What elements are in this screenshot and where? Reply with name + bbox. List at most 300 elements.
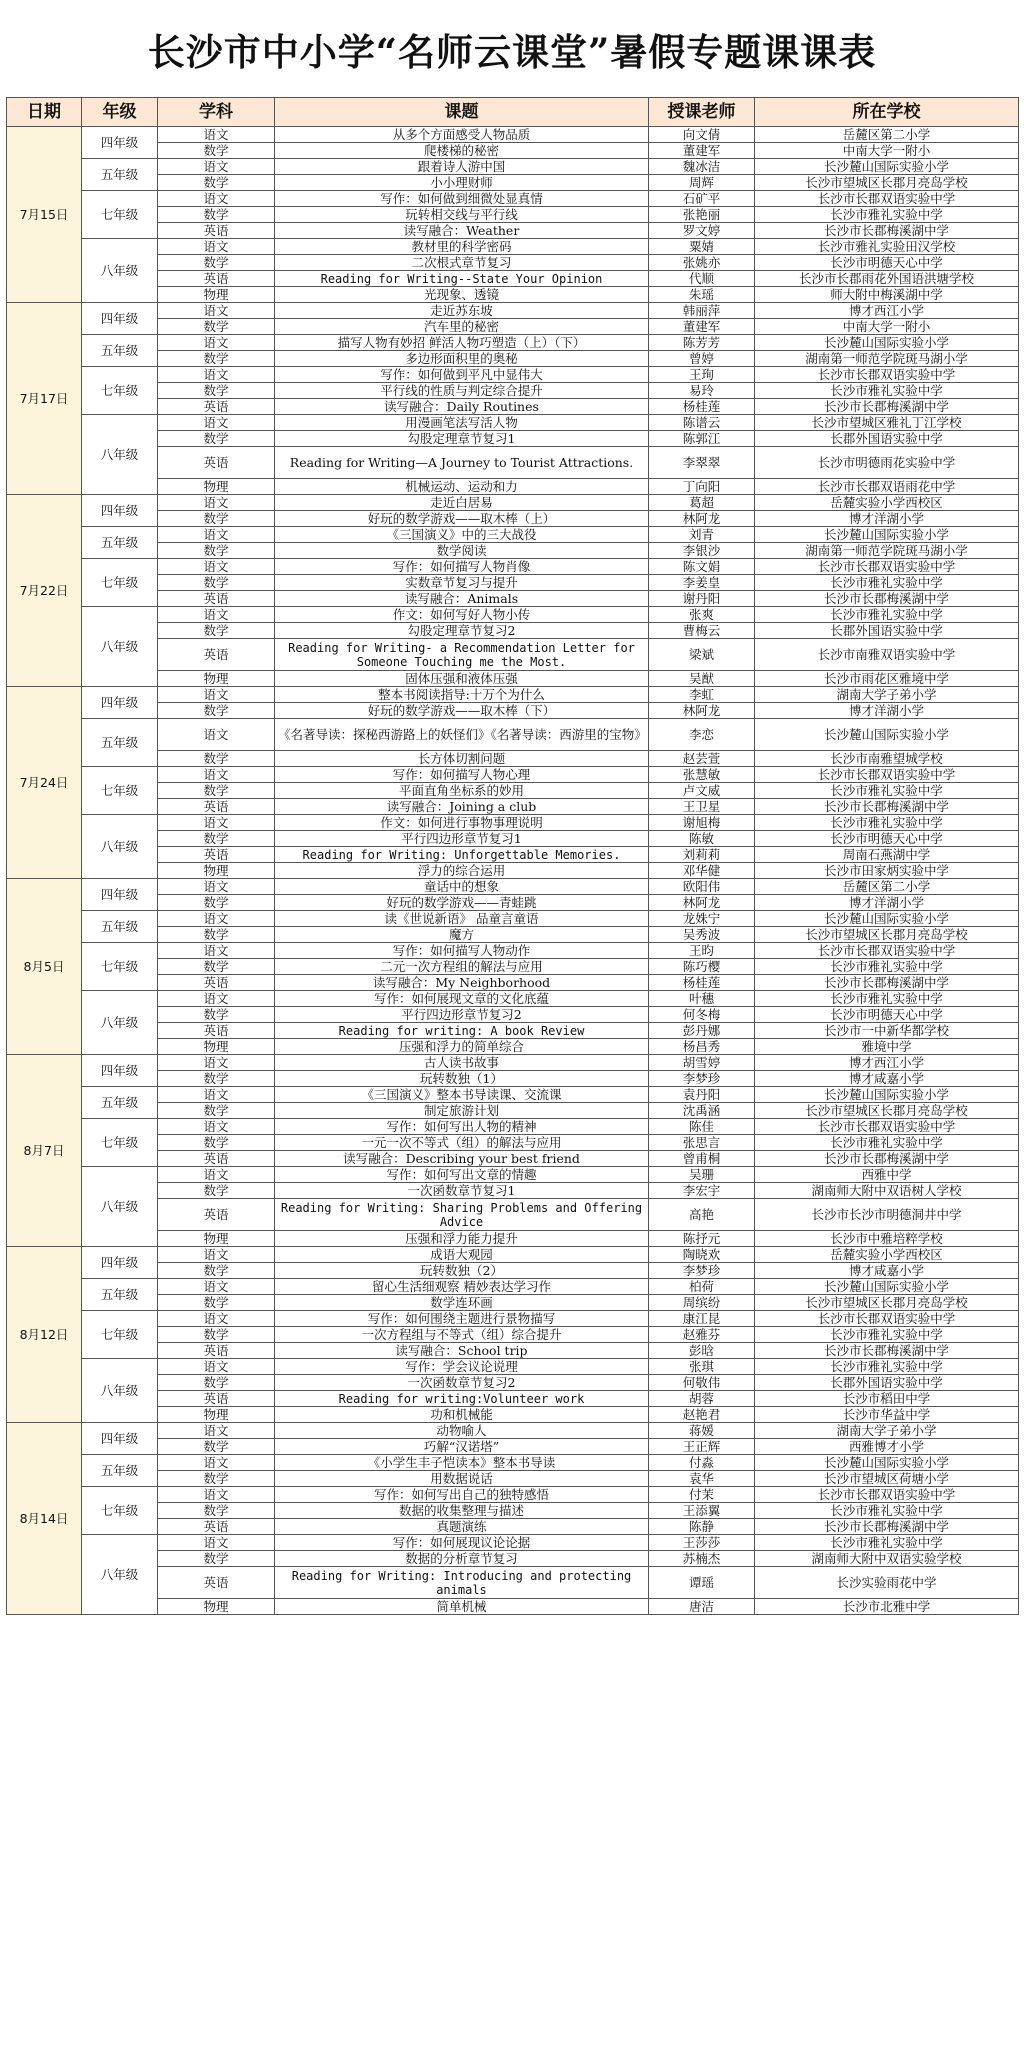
teacher-cell: 韩丽萍 bbox=[649, 303, 755, 319]
school-cell: 长沙市望城区雅礼丁江学校 bbox=[755, 415, 1019, 431]
table-row bbox=[7, 1247, 1019, 1263]
topic-cell: 好玩的数学游戏——取木棒（下） bbox=[275, 703, 649, 719]
school-cell: 长沙市华益中学 bbox=[755, 1407, 1019, 1423]
school-cell: 湖南第一师范学院斑马湖小学 bbox=[755, 543, 1019, 559]
teacher-cell: 刘莉莉 bbox=[649, 847, 755, 863]
school-cell: 长沙麓山国际实验小学 bbox=[755, 911, 1019, 927]
table-row bbox=[7, 1327, 1019, 1343]
subject-cell: 数学 bbox=[158, 1007, 275, 1023]
subject-cell: 语文 bbox=[158, 559, 275, 575]
table-row bbox=[7, 1055, 1019, 1071]
table-row bbox=[7, 1535, 1019, 1551]
topic-cell: Reading for writing: A book Review bbox=[275, 1023, 649, 1039]
teacher-cell: 胡雪婷 bbox=[649, 1055, 755, 1071]
school-cell: 长沙市雅礼实验中学 bbox=[755, 815, 1019, 831]
subject-cell: 语文 bbox=[158, 303, 275, 319]
school-cell: 长沙市长郡双语实验中学 bbox=[755, 1487, 1019, 1503]
subject-cell: 数学 bbox=[158, 1503, 275, 1519]
school-cell: 长沙市长郡双语实验中学 bbox=[755, 367, 1019, 383]
topic-cell: 简单机械 bbox=[275, 1599, 649, 1615]
date-cell: 8月14日 bbox=[7, 1423, 82, 1615]
grade-cell: 八年级 bbox=[82, 815, 158, 879]
subject-cell: 数学 bbox=[158, 1103, 275, 1119]
subject-cell: 语文 bbox=[158, 127, 275, 143]
subject-cell: 物理 bbox=[158, 863, 275, 879]
header-subject: 学科 bbox=[158, 98, 275, 127]
topic-cell: 作文：如何进行事物事理说明 bbox=[275, 815, 649, 831]
topic-cell: 读写融合：Describing your best friend bbox=[275, 1151, 649, 1167]
school-cell: 长沙市南雅望城学校 bbox=[755, 751, 1019, 767]
teacher-cell: 葛超 bbox=[649, 495, 755, 511]
school-cell: 长沙麓山国际实验小学 bbox=[755, 1087, 1019, 1103]
topic-cell: 读《世说新语》 品童言童语 bbox=[275, 911, 649, 927]
grade-cell: 五年级 bbox=[82, 719, 158, 767]
date-cell: 7月15日 bbox=[7, 127, 82, 303]
teacher-cell: 魏冰洁 bbox=[649, 159, 755, 175]
school-cell: 长沙市望城区长郡月亮岛学校 bbox=[755, 175, 1019, 191]
topic-cell: 留心生活细观察 精妙表达学习作 bbox=[275, 1279, 649, 1295]
school-cell: 长沙市雅礼实验中学 bbox=[755, 1503, 1019, 1519]
subject-cell: 数学 bbox=[158, 831, 275, 847]
school-cell: 长沙市雅礼实验中学 bbox=[755, 575, 1019, 591]
table-row bbox=[7, 415, 1019, 431]
school-cell: 中南大学一附小 bbox=[755, 143, 1019, 159]
teacher-cell: 李翠翠 bbox=[649, 447, 755, 479]
table-row bbox=[7, 671, 1019, 687]
teacher-cell: 陈谱云 bbox=[649, 415, 755, 431]
subject-cell: 数学 bbox=[158, 1375, 275, 1391]
table-row bbox=[7, 1183, 1019, 1199]
topic-cell: 写作：如何写出人物的精神 bbox=[275, 1119, 649, 1135]
school-cell: 长沙市明德天心中学 bbox=[755, 831, 1019, 847]
teacher-cell: 何冬梅 bbox=[649, 1007, 755, 1023]
table-row bbox=[7, 127, 1019, 143]
topic-cell: 整本书阅读指导:十万个为什么 bbox=[275, 687, 649, 703]
school-cell: 长沙市长郡雨花外国语洪塘学校 bbox=[755, 271, 1019, 287]
table-row bbox=[7, 159, 1019, 175]
school-cell: 长沙市明德雨花实验中学 bbox=[755, 447, 1019, 479]
teacher-cell: 李梦珍 bbox=[649, 1263, 755, 1279]
subject-cell: 语文 bbox=[158, 191, 275, 207]
grade-cell: 七年级 bbox=[82, 1311, 158, 1359]
school-cell: 长沙市雨花区雅境中学 bbox=[755, 671, 1019, 687]
table-row bbox=[7, 799, 1019, 815]
school-cell: 长沙市明德天心中学 bbox=[755, 1007, 1019, 1023]
teacher-cell: 吴秀波 bbox=[649, 927, 755, 943]
subject-cell: 英语 bbox=[158, 1199, 275, 1231]
table-row bbox=[7, 1487, 1019, 1503]
table-row bbox=[7, 1567, 1019, 1599]
table-row bbox=[7, 1023, 1019, 1039]
teacher-cell: 康江昆 bbox=[649, 1311, 755, 1327]
teacher-cell: 王卫星 bbox=[649, 799, 755, 815]
school-cell: 中南大学一附小 bbox=[755, 319, 1019, 335]
topic-cell: 成语大观园 bbox=[275, 1247, 649, 1263]
topic-cell: 写作：如何展现文章的文化底蕴 bbox=[275, 991, 649, 1007]
teacher-cell: 粟婧 bbox=[649, 239, 755, 255]
school-cell: 长沙市中雅培粹学校 bbox=[755, 1231, 1019, 1247]
table-row bbox=[7, 319, 1019, 335]
subject-cell: 数学 bbox=[158, 1183, 275, 1199]
table-row bbox=[7, 927, 1019, 943]
school-cell: 长沙市雅礼实验中学 bbox=[755, 383, 1019, 399]
teacher-cell: 张爽 bbox=[649, 607, 755, 623]
grade-cell: 四年级 bbox=[82, 495, 158, 527]
table-row bbox=[7, 623, 1019, 639]
teacher-cell: 赵艳君 bbox=[649, 1407, 755, 1423]
subject-cell: 数学 bbox=[158, 543, 275, 559]
teacher-cell: 袁华 bbox=[649, 1471, 755, 1487]
table-row bbox=[7, 895, 1019, 911]
teacher-cell: 董建军 bbox=[649, 143, 755, 159]
school-cell: 西雅中学 bbox=[755, 1167, 1019, 1183]
date-cell: 7月24日 bbox=[7, 687, 82, 879]
topic-cell: 好玩的数学游戏——取木棒（上） bbox=[275, 511, 649, 527]
subject-cell: 语文 bbox=[158, 1535, 275, 1551]
grade-cell: 四年级 bbox=[82, 879, 158, 911]
table-row bbox=[7, 975, 1019, 991]
table-row bbox=[7, 687, 1019, 703]
topic-cell: 玩转数独（2） bbox=[275, 1263, 649, 1279]
topic-cell: 童话中的想象 bbox=[275, 879, 649, 895]
table-row bbox=[7, 1311, 1019, 1327]
teacher-cell: 陈静 bbox=[649, 1519, 755, 1535]
date-cell: 8月5日 bbox=[7, 879, 82, 1055]
teacher-cell: 吴珊 bbox=[649, 1167, 755, 1183]
teacher-cell: 周辉 bbox=[649, 175, 755, 191]
subject-cell: 数学 bbox=[158, 783, 275, 799]
table-row bbox=[7, 1423, 1019, 1439]
teacher-cell: 付茉 bbox=[649, 1487, 755, 1503]
school-cell: 长沙市雅礼实验中学 bbox=[755, 207, 1019, 223]
teacher-cell: 唐洁 bbox=[649, 1599, 755, 1615]
topic-cell: 走近白居易 bbox=[275, 495, 649, 511]
teacher-cell: 沈禹涵 bbox=[649, 1103, 755, 1119]
subject-cell: 物理 bbox=[158, 1407, 275, 1423]
subject-cell: 语文 bbox=[158, 1279, 275, 1295]
table-row bbox=[7, 767, 1019, 783]
school-cell: 湖南大学子弟小学 bbox=[755, 687, 1019, 703]
topic-cell: 平行线的性质与判定综合提升 bbox=[275, 383, 649, 399]
teacher-cell: 彭晗 bbox=[649, 1343, 755, 1359]
subject-cell: 语文 bbox=[158, 159, 275, 175]
table-row bbox=[7, 1167, 1019, 1183]
school-cell: 长郡外国语实验中学 bbox=[755, 1375, 1019, 1391]
teacher-cell: 王珣 bbox=[649, 367, 755, 383]
topic-cell: 巧解“汉诺塔” bbox=[275, 1439, 649, 1455]
teacher-cell: 付淼 bbox=[649, 1455, 755, 1471]
table-row bbox=[7, 1455, 1019, 1471]
school-cell: 博才西江小学 bbox=[755, 1055, 1019, 1071]
teacher-cell: 叶穗 bbox=[649, 991, 755, 1007]
grade-cell: 四年级 bbox=[82, 127, 158, 159]
school-cell: 长沙市长郡梅溪湖中学 bbox=[755, 1151, 1019, 1167]
teacher-cell: 曾甫桐 bbox=[649, 1151, 755, 1167]
date-cell: 7月17日 bbox=[7, 303, 82, 495]
table-row bbox=[7, 351, 1019, 367]
school-cell: 长沙市雅礼实验中学 bbox=[755, 1535, 1019, 1551]
school-cell: 岳麓区第二小学 bbox=[755, 879, 1019, 895]
teacher-cell: 陈文娟 bbox=[649, 559, 755, 575]
table-row bbox=[7, 511, 1019, 527]
table-row bbox=[7, 399, 1019, 415]
table-row bbox=[7, 1007, 1019, 1023]
teacher-cell: 李银沙 bbox=[649, 543, 755, 559]
subject-cell: 语文 bbox=[158, 1359, 275, 1375]
teacher-cell: 陈芳芳 bbox=[649, 335, 755, 351]
teacher-cell: 李梦珍 bbox=[649, 1071, 755, 1087]
topic-cell: 从多个方面感受人物品质 bbox=[275, 127, 649, 143]
subject-cell: 数学 bbox=[158, 175, 275, 191]
subject-cell: 英语 bbox=[158, 1567, 275, 1599]
table-row bbox=[7, 847, 1019, 863]
grade-cell: 四年级 bbox=[82, 303, 158, 335]
teacher-cell: 李恋 bbox=[649, 719, 755, 751]
school-cell: 长郡外国语实验中学 bbox=[755, 623, 1019, 639]
subject-cell: 语文 bbox=[158, 911, 275, 927]
teacher-cell: 王添翼 bbox=[649, 1503, 755, 1519]
topic-cell: 数据的收集整理与描述 bbox=[275, 1503, 649, 1519]
topic-cell: 固体压强和液体压强 bbox=[275, 671, 649, 687]
grade-cell: 八年级 bbox=[82, 991, 158, 1055]
teacher-cell: 谢旭梅 bbox=[649, 815, 755, 831]
school-cell: 湖南师大附中双语树人学校 bbox=[755, 1183, 1019, 1199]
topic-cell: 《名著导读：探秘西游路上的妖怪们》《名著导读：西游里的宝物》 bbox=[275, 719, 649, 751]
teacher-cell: 张姚亦 bbox=[649, 255, 755, 271]
table-row bbox=[7, 239, 1019, 255]
table-row bbox=[7, 1263, 1019, 1279]
table-row bbox=[7, 1103, 1019, 1119]
school-cell: 长沙市长郡梅溪湖中学 bbox=[755, 1519, 1019, 1535]
page-title: 长沙市中小学“名师云课堂”暑假专题课课表 bbox=[147, 30, 877, 74]
subject-cell: 语文 bbox=[158, 1167, 275, 1183]
topic-cell: 一次函数章节复习1 bbox=[275, 1183, 649, 1199]
header-topic: 课题 bbox=[275, 98, 649, 127]
school-cell: 长沙市长郡梅溪湖中学 bbox=[755, 1343, 1019, 1359]
teacher-cell: 陈敏 bbox=[649, 831, 755, 847]
table-row bbox=[7, 303, 1019, 319]
topic-cell: 小小理财师 bbox=[275, 175, 649, 191]
teacher-cell: 代顺 bbox=[649, 271, 755, 287]
table-row bbox=[7, 287, 1019, 303]
topic-cell: 作文：如何写好人物小传 bbox=[275, 607, 649, 623]
table-row bbox=[7, 639, 1019, 671]
subject-cell: 数学 bbox=[158, 959, 275, 975]
teacher-cell: 曾婷 bbox=[649, 351, 755, 367]
teacher-cell: 赵雅芬 bbox=[649, 1327, 755, 1343]
school-cell: 博才洋湖小学 bbox=[755, 895, 1019, 911]
table-row bbox=[7, 831, 1019, 847]
teacher-cell: 李姜皇 bbox=[649, 575, 755, 591]
topic-cell: 一次函数章节复习2 bbox=[275, 1375, 649, 1391]
grade-cell: 五年级 bbox=[82, 911, 158, 943]
table-row bbox=[7, 1551, 1019, 1567]
school-cell: 师大附中梅溪湖中学 bbox=[755, 287, 1019, 303]
subject-cell: 数学 bbox=[158, 1471, 275, 1487]
topic-cell: 读写融合：Joining a club bbox=[275, 799, 649, 815]
subject-cell: 物理 bbox=[158, 671, 275, 687]
topic-cell: 《小学生丰子恺读本》整本书导读 bbox=[275, 1455, 649, 1471]
school-cell: 长沙市长郡梅溪湖中学 bbox=[755, 591, 1019, 607]
topic-cell: 写作：如何写出自己的独特感悟 bbox=[275, 1487, 649, 1503]
school-cell: 长沙市北雅中学 bbox=[755, 1599, 1019, 1615]
teacher-cell: 董建军 bbox=[649, 319, 755, 335]
table-row bbox=[7, 1407, 1019, 1423]
topic-cell: 读写融合：Daily Routines bbox=[275, 399, 649, 415]
teacher-cell: 欧阳伟 bbox=[649, 879, 755, 895]
subject-cell: 语文 bbox=[158, 607, 275, 623]
subject-cell: 物理 bbox=[158, 1231, 275, 1247]
subject-cell: 语文 bbox=[158, 1311, 275, 1327]
topic-cell: 多边形面积里的奥秘 bbox=[275, 351, 649, 367]
teacher-cell: 杨桂莲 bbox=[649, 975, 755, 991]
topic-cell: 跟着诗人游中国 bbox=[275, 159, 649, 175]
table-row bbox=[7, 1071, 1019, 1087]
grade-cell: 八年级 bbox=[82, 607, 158, 687]
school-cell: 博才咸嘉小学 bbox=[755, 1071, 1019, 1087]
school-cell: 博才咸嘉小学 bbox=[755, 1263, 1019, 1279]
school-cell: 博才西江小学 bbox=[755, 303, 1019, 319]
teacher-cell: 李宏宇 bbox=[649, 1183, 755, 1199]
teacher-cell: 林阿龙 bbox=[649, 511, 755, 527]
grade-cell: 五年级 bbox=[82, 527, 158, 559]
topic-cell: 制定旅游计划 bbox=[275, 1103, 649, 1119]
date-cell: 8月12日 bbox=[7, 1247, 82, 1423]
teacher-cell: 罗文婷 bbox=[649, 223, 755, 239]
grade-cell: 七年级 bbox=[82, 943, 158, 991]
table-row bbox=[7, 1231, 1019, 1247]
subject-cell: 语文 bbox=[158, 495, 275, 511]
teacher-cell: 胡蓉 bbox=[649, 1391, 755, 1407]
topic-cell: 写作：如何描写人物心理 bbox=[275, 767, 649, 783]
table-row bbox=[7, 1087, 1019, 1103]
table-row bbox=[7, 223, 1019, 239]
table-row bbox=[7, 271, 1019, 287]
teacher-cell: 张琪 bbox=[649, 1359, 755, 1375]
topic-cell: 一元一次不等式（组）的解法与应用 bbox=[275, 1135, 649, 1151]
subject-cell: 英语 bbox=[158, 639, 275, 671]
topic-cell: 压强和浮力能力提升 bbox=[275, 1231, 649, 1247]
topic-cell: Reading for Writing- a Recommendation Letter for Someone Touching me the Most. bbox=[275, 639, 649, 671]
table-row bbox=[7, 591, 1019, 607]
subject-cell: 数学 bbox=[158, 1263, 275, 1279]
teacher-cell: 陈巧樱 bbox=[649, 959, 755, 975]
subject-cell: 物理 bbox=[158, 287, 275, 303]
school-cell: 博才洋湖小学 bbox=[755, 511, 1019, 527]
school-cell: 长沙市雅礼实验中学 bbox=[755, 1327, 1019, 1343]
table-row bbox=[7, 1359, 1019, 1375]
school-cell: 长沙市南雅双语实验中学 bbox=[755, 639, 1019, 671]
topic-cell: 玩转数独（1） bbox=[275, 1071, 649, 1087]
subject-cell: 英语 bbox=[158, 223, 275, 239]
table-row bbox=[7, 479, 1019, 495]
subject-cell: 物理 bbox=[158, 1599, 275, 1615]
subject-cell: 数学 bbox=[158, 1071, 275, 1087]
topic-cell: 用数据说话 bbox=[275, 1471, 649, 1487]
subject-cell: 数学 bbox=[158, 383, 275, 399]
topic-cell: 爬楼梯的秘密 bbox=[275, 143, 649, 159]
topic-cell: 读写融合：My Neighborhood bbox=[275, 975, 649, 991]
date-cell: 7月22日 bbox=[7, 495, 82, 687]
subject-cell: 语文 bbox=[158, 991, 275, 1007]
topic-cell: 古人读书故事 bbox=[275, 1055, 649, 1071]
topic-cell: 动物喻人 bbox=[275, 1423, 649, 1439]
teacher-cell: 陶晓欢 bbox=[649, 1247, 755, 1263]
topic-cell: 读写融合：Animals bbox=[275, 591, 649, 607]
table-row bbox=[7, 1199, 1019, 1231]
subject-cell: 数学 bbox=[158, 751, 275, 767]
subject-cell: 数学 bbox=[158, 351, 275, 367]
header-teacher: 授课老师 bbox=[649, 98, 755, 127]
subject-cell: 数学 bbox=[158, 431, 275, 447]
teacher-cell: 谢丹阳 bbox=[649, 591, 755, 607]
grade-cell: 四年级 bbox=[82, 687, 158, 719]
topic-cell: 二次根式章节复习 bbox=[275, 255, 649, 271]
teacher-cell: 何敬伟 bbox=[649, 1375, 755, 1391]
table-row bbox=[7, 447, 1019, 479]
header-grade: 年级 bbox=[82, 98, 158, 127]
table-row bbox=[7, 1119, 1019, 1135]
school-cell: 博才洋湖小学 bbox=[755, 703, 1019, 719]
school-cell: 长沙市长沙市明德洞井中学 bbox=[755, 1199, 1019, 1231]
school-cell: 长沙麓山国际实验小学 bbox=[755, 159, 1019, 175]
topic-cell: 魔方 bbox=[275, 927, 649, 943]
teacher-cell: 刘青 bbox=[649, 527, 755, 543]
table-row bbox=[7, 815, 1019, 831]
table-row bbox=[7, 863, 1019, 879]
school-cell: 长沙市长郡梅溪湖中学 bbox=[755, 975, 1019, 991]
topic-cell: Reading for Writing: Unforgettable Memories. bbox=[275, 847, 649, 863]
teacher-cell: 丁向阳 bbox=[649, 479, 755, 495]
teacher-cell: 杨昌秀 bbox=[649, 1039, 755, 1055]
topic-cell: 勾股定理章节复习1 bbox=[275, 431, 649, 447]
topic-cell: 平面直角坐标系的妙用 bbox=[275, 783, 649, 799]
table-row bbox=[7, 1375, 1019, 1391]
subject-cell: 语文 bbox=[158, 1423, 275, 1439]
table-row bbox=[7, 607, 1019, 623]
subject-cell: 语文 bbox=[158, 1455, 275, 1471]
subject-cell: 语文 bbox=[158, 527, 275, 543]
teacher-cell: 向文倩 bbox=[649, 127, 755, 143]
table-row bbox=[7, 943, 1019, 959]
school-cell: 长沙市望城区长郡月亮岛学校 bbox=[755, 927, 1019, 943]
subject-cell: 英语 bbox=[158, 1391, 275, 1407]
teacher-cell: 王莎莎 bbox=[649, 1535, 755, 1551]
table-row bbox=[7, 1039, 1019, 1055]
school-cell: 长沙市望城区长郡月亮岛学校 bbox=[755, 1295, 1019, 1311]
school-cell: 长沙市雅礼实验中学 bbox=[755, 1135, 1019, 1151]
teacher-cell: 陈佳 bbox=[649, 1119, 755, 1135]
grade-cell: 五年级 bbox=[82, 1087, 158, 1119]
school-cell: 长沙麓山国际实验小学 bbox=[755, 335, 1019, 351]
subject-cell: 物理 bbox=[158, 479, 275, 495]
subject-cell: 英语 bbox=[158, 271, 275, 287]
table-row bbox=[7, 959, 1019, 975]
topic-cell: 压强和浮力的简单综合 bbox=[275, 1039, 649, 1055]
topic-cell: 一次方程组与不等式（组）综合提升 bbox=[275, 1327, 649, 1343]
table-row bbox=[7, 911, 1019, 927]
topic-cell: 描写人物有妙招 鲜活人物巧塑造（上）（下） bbox=[275, 335, 649, 351]
table-row bbox=[7, 255, 1019, 271]
teacher-cell: 邓华健 bbox=[649, 863, 755, 879]
topic-cell: 走近苏东坡 bbox=[275, 303, 649, 319]
topic-cell: 平行四边形章节复习1 bbox=[275, 831, 649, 847]
subject-cell: 语文 bbox=[158, 239, 275, 255]
table-row bbox=[7, 143, 1019, 159]
subject-cell: 数学 bbox=[158, 1327, 275, 1343]
teacher-cell: 卢文威 bbox=[649, 783, 755, 799]
grade-cell: 八年级 bbox=[82, 1167, 158, 1247]
